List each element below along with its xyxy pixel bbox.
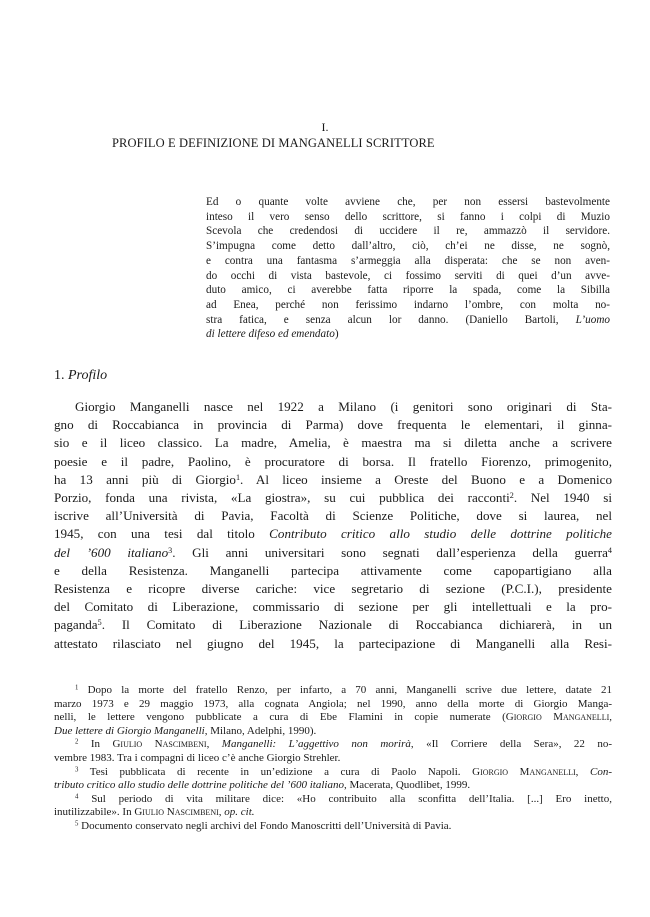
epigraph-line: Ed o quante volte avviene che, per non essersi bastevolmente xyxy=(206,196,610,208)
body-line: e della Resistenza. Manganelli partecipa attivamente come capopartigiano alla xyxy=(54,562,612,578)
footnote-number: 4 xyxy=(75,793,79,801)
footnote-text: In xyxy=(90,738,101,751)
footnote-text: Documento conservato negli archivi del Fondo Manoscritti dell’Università di Pavia. xyxy=(81,819,452,832)
footnote-text: , «Il Corriere della Sera», 22 no- xyxy=(410,738,613,751)
author-name: Giorgio Manganelli xyxy=(472,765,576,778)
body-line: Resistenza e ricopre diverse cariche: vice segretario di sezione (P.C.I.), presidente xyxy=(54,581,612,597)
footnote-line: marzo 1973 e 29 maggio 1973, alla cognata Angiola; nel 1990, anno della morte di Giorgio Manga- xyxy=(54,697,612,710)
epigraph-line: S’impugna come detto dall’altro, ciò, ch’ei ne disse, ne sognò, xyxy=(206,240,610,253)
chapter-number: I. xyxy=(321,120,329,134)
footnote-line xyxy=(54,766,612,780)
work-title: tributo critico allo studio delle dottrine politiche del ’600 italiano xyxy=(54,779,344,792)
body-line: attestato rilasciato nel giugno del 1945, la partecipazione di Manganelli alla Resi- xyxy=(54,635,612,651)
epigraph-line xyxy=(206,327,610,342)
footnote-line xyxy=(54,793,612,807)
epigraph-line: duto amico, ci averebbe fatta riporre la spada, come la Sibilla xyxy=(206,284,610,297)
body-line xyxy=(54,489,612,507)
footnote-line xyxy=(54,725,612,739)
footnote-number: 3 xyxy=(75,766,79,774)
body-text: paganda xyxy=(54,617,98,633)
body-line: Giorgio Manganelli nasce nel 1922 a Milano (i genitori sono originari di Sta- xyxy=(75,399,612,414)
footnote-number: 2 xyxy=(75,738,79,746)
footnote-number: 5 xyxy=(75,820,79,828)
body-line xyxy=(54,616,612,634)
footnote-ref[interactable]: 4 xyxy=(607,545,612,555)
footnote-line xyxy=(54,820,612,834)
footnote-text: , xyxy=(206,738,210,751)
epigraph-text: ) xyxy=(334,328,339,341)
body-line xyxy=(54,471,612,489)
epigraph-line xyxy=(206,313,610,328)
footnote-text: , xyxy=(609,711,612,724)
work-title: op. cit. xyxy=(224,806,255,819)
epigraph-line: inteso il vero senso dello scrittore, si fanno i colpi di Muzio xyxy=(206,210,610,223)
footnote-ref[interactable]: 1 xyxy=(235,472,241,482)
chapter-title: PROFILO E DEFINIZIONE DI MANGANELLI SCRITTORE xyxy=(112,136,435,150)
epigraph-line: ad Enea, perché non ferissimo indarno l’ombre, con molta no- xyxy=(206,298,610,311)
footnote-text: Tesi pubblicata di recente in un’edizione a cura di Paolo Napoli. xyxy=(89,765,461,778)
footnote-text: inutilizzabile». In xyxy=(54,806,132,819)
epigraph-source-title: di lettere difeso ed emendato xyxy=(206,328,335,341)
thesis-title: del ’600 italiano xyxy=(54,544,169,560)
footnote-line: vembre 1983. Tra i compagni di liceo c’è anche Giorgio Strehler. xyxy=(54,751,341,764)
body-text: 1945, con una tesi dal titolo xyxy=(54,526,255,542)
body-text: ha 13 anni più di Giorgio xyxy=(54,471,236,487)
footnote-ref[interactable]: 5 xyxy=(97,618,102,628)
epigraph-line: do occhi di vista bastevole, ci fossimo serviti di quei d’un avve- xyxy=(206,269,610,282)
author-name: Giorgio Manganelli xyxy=(505,711,610,724)
body-text: . Gli anni universitari sono segnati dall’esperienza della guerra xyxy=(172,544,608,560)
footnote-text: , xyxy=(218,806,222,819)
footnote-line xyxy=(54,806,612,820)
footnote-text: Dopo la morte del fratello Renzo, per infarto, a 70 anni, Manganelli scrive due lettere, datate 21 xyxy=(87,684,612,696)
footnote-line xyxy=(54,684,612,698)
epigraph-source-title: L’uomo xyxy=(575,313,610,326)
footnote-line xyxy=(54,738,612,752)
section-heading xyxy=(54,368,107,384)
epigraph xyxy=(206,195,610,342)
body-line: iscrive all’Università di Pavia, Facoltà di Scienze Politiche, dove si laurea, nel xyxy=(54,508,612,524)
work-title: Con- xyxy=(590,765,613,778)
body-line xyxy=(54,525,612,543)
body-text: Porzio, fonda una rivista, «La giostra», su cui pubblica dei racconti xyxy=(54,490,510,506)
footnotes xyxy=(54,684,612,834)
footnote-number: 1 xyxy=(75,684,79,692)
section-number: 1. xyxy=(54,368,65,383)
body-line: poesie e il padre, Paolino, è procuratore di borsa. Il fratello Fiorenzo, primogenito, xyxy=(54,453,612,469)
thesis-title: Contributo critico allo studio delle dottrine politiche xyxy=(269,526,612,542)
footnote-line xyxy=(54,711,612,725)
work-title: Manganelli: L’aggettivo non morirà xyxy=(221,738,411,751)
author-name: Giulio Nascimbeni xyxy=(112,738,207,751)
epigraph-text: stra fatica, e senza alcun lor danno. (Daniello Bartoli, xyxy=(206,313,559,326)
body-line: sio e il liceo classico. La madre, Amelia, è maestra ma si diletta anche a scrivere xyxy=(54,435,612,451)
body-text: . Al liceo insieme a Oreste del Buono e a Domenico xyxy=(240,471,612,487)
author-name: Giulio Nascimbeni xyxy=(134,806,219,819)
footnote-text: nelli, le lettere vengono pubblicate a cura di Ebe Flamini in copie numerate ( xyxy=(54,711,506,724)
footnote-text: , Macerata, Quodlibet, 1999. xyxy=(343,779,471,792)
body-line: del Comitato di Liberazione, commissario di sezione per gli intellettuali e la pro- xyxy=(54,599,612,615)
body-paragraph xyxy=(54,398,612,653)
epigraph-line: e contra una fantasma s’armeggia alla disperata: che se non aven- xyxy=(206,254,610,267)
body-text: . Il Comitato di Liberazione Nazionale di Roccabianca dichiarerà, in un xyxy=(101,617,612,633)
body-text: . Nel 1940 si xyxy=(513,490,612,506)
footnote-line xyxy=(54,779,612,793)
work-title: Due lettere di Giorgio Manganelli xyxy=(54,724,205,737)
section-title: Profilo xyxy=(68,368,108,383)
epigraph-line: Scevola che credendosi di uccidere il re, ammazzò il servidore. xyxy=(206,225,610,238)
footnote-ref[interactable]: 3 xyxy=(168,545,173,555)
footnote-ref[interactable]: 2 xyxy=(509,490,514,500)
body-line: gno di Roccabianca in provincia di Parma) dove frequenta le elementari, il ginna- xyxy=(54,417,612,433)
footnote-text: , Milano, Adelphi, 1990). xyxy=(204,724,317,737)
body-line xyxy=(54,544,612,562)
footnote-text: Sul periodo di vita militare dice: «Ho contribuito alla sconfitta dell’Italia. [...] Ero inetto, xyxy=(91,792,612,805)
footnote-text: , xyxy=(575,765,579,778)
